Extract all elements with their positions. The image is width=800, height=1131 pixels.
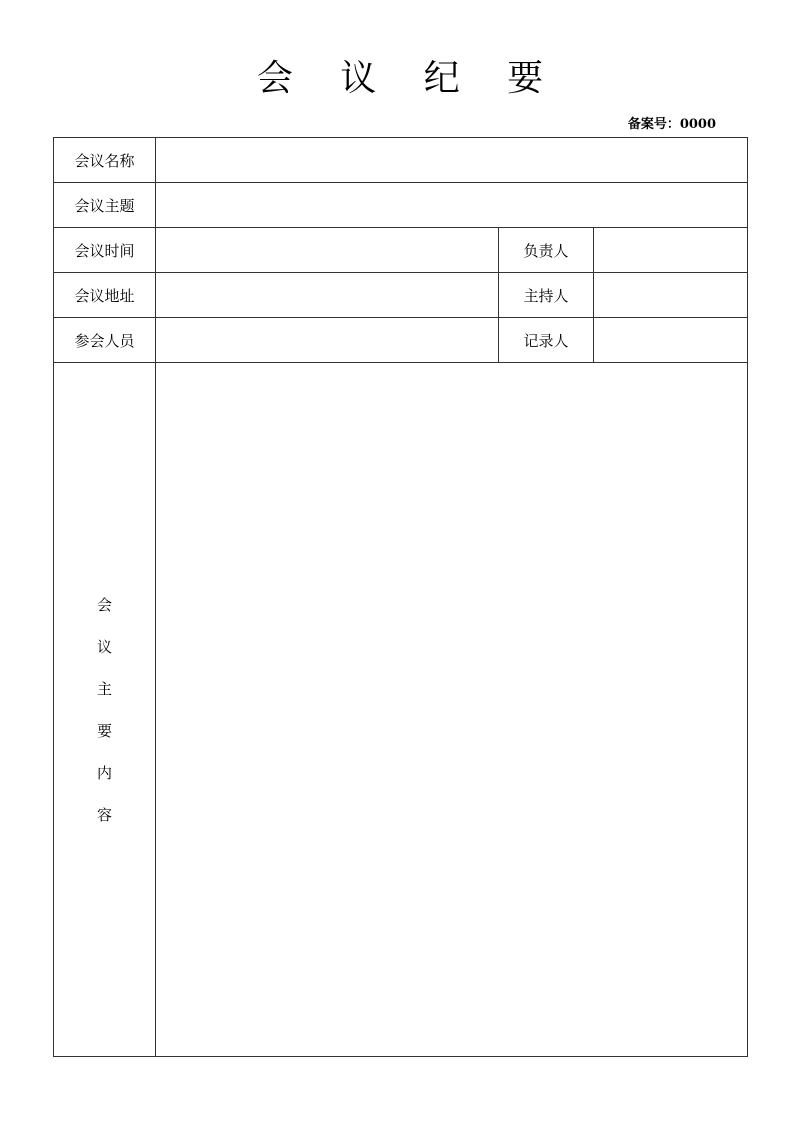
meeting-time-row	[54, 228, 748, 273]
main-content-label-char: 内	[96, 763, 112, 782]
meeting-topic-field[interactable]	[156, 183, 748, 228]
main-content-label	[54, 363, 156, 1057]
participants-label: 参会人员	[54, 318, 156, 363]
meeting-topic-row	[54, 183, 748, 228]
meeting-time-field[interactable]	[156, 228, 499, 273]
meeting-name-row	[54, 138, 748, 183]
recorder-field[interactable]	[594, 318, 748, 363]
main-content-label-char: 容	[96, 805, 112, 824]
meeting-address-field[interactable]	[156, 273, 499, 318]
main-content-label-char: 议	[96, 637, 112, 656]
host-field[interactable]	[594, 273, 748, 318]
participants-field[interactable]	[156, 318, 499, 363]
page-title: 会 议 纪 要	[256, 58, 562, 99]
participants-row	[54, 318, 748, 363]
meeting-name-label: 会议名称	[54, 138, 156, 183]
meeting-topic-label: 会议主题	[54, 183, 156, 228]
main-content-label-char: 要	[96, 721, 112, 740]
meeting-address-row	[54, 273, 748, 318]
meeting-time-label: 会议时间	[54, 228, 156, 273]
meeting-name-field[interactable]	[156, 138, 748, 183]
record-number: 备案号：0000	[627, 117, 716, 132]
responsible-person-label: 负责人	[499, 228, 594, 273]
host-label: 主持人	[499, 273, 594, 318]
main-content-label-char: 会	[96, 595, 112, 614]
main-content-field[interactable]	[156, 363, 748, 1057]
meeting-minutes-form	[53, 137, 748, 1057]
main-content-label-char: 主	[96, 679, 112, 698]
main-content-row	[54, 363, 748, 1057]
recorder-label: 记录人	[499, 318, 594, 363]
meeting-address-label: 会议地址	[54, 273, 156, 318]
main-content-vertical-label	[54, 584, 155, 836]
responsible-person-field[interactable]	[594, 228, 748, 273]
